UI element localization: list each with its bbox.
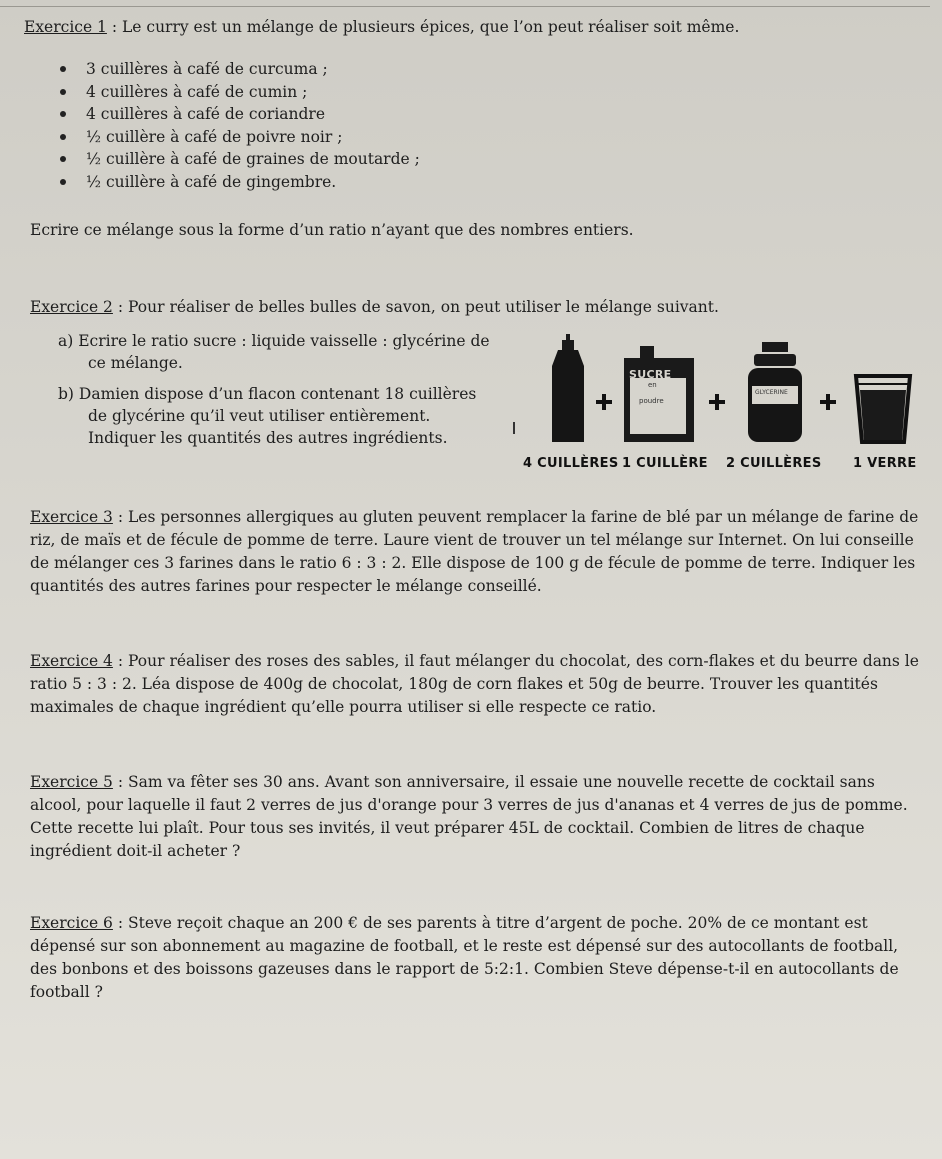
ex4-line-1: Exercice 4 : Pour réaliser des roses des sables, il faut mélanger du chocolat, des corn-flakes et du beurre dans le (30, 652, 919, 670)
bullet-icon (60, 179, 66, 185)
worksheet-page: Exercice 1 : Le curry est un mélange de plusieurs épices, que l’on peut réaliser soit même. 3 cuillères à café de curcuma ; 4 cuillères à café de cumin ; 4 cuillères à café de coriandre ½ cuillère à café de poivre noir ; ½ cuillère à café de graines de moutarde ; ½ cuillère à café de gingembre. Ecrire ce mélange sous la forme d’un ratio n’ayant que des nombres entiers. Exercice 2 : Pour réaliser de belles bulles de savon, on peut utiliser le mélange suivant. a) Ecrire le ratio sucre : liquide vaisselle : glycérine de ce mélange. b) Damien dispose d’un flacon contenant 18 cuillères de glycérine qu’il veut utiliser entièrement. Indiquer les quantités des autres ingrédients. SUCRE en poudre GLYCERINE 4 CUILLÈRES 1 CUILLÈRE 2 CUILLÈRES 1 VERRE Exercice 3 : Les personnes allergiques au gluten peuvent remplacer la farine de blé par un mélange de farine de riz, de maïs et de fécule de pomme de terre. Laure vient de trouver un tel mélange sur Internet. On lui conseille de mélanger ces 3 farines dans le ratio 6 : 3 : 2. Elle dispose de 100 g de fécule de pomme de terre. Indiquer les quantités des autres farines pour respecter le mélange conseillé. Exercice 4 : Pour réaliser des roses des sables, il faut mélanger du chocolat, des corn-flakes et du beurre dans le ratio 5 : 3 : 2. Léa dispose de 400g de chocolat, 180g de corn flakes et 50g de beurre. Trouver les quantités maximales de chaque ingrédient qu’elle pourra utiliser si elle respecte ce ratio. Exercice 5 : Sam va fêter ses 30 ans. Avant son anniversaire, il essaie une nouvelle recette de cocktail sans alcool, pour laquelle il faut 2 verres de jus d'orange pour 3 verres de jus d'ananas et 4 verres de jus de pomme. Cette recette lui plaît. Pour tous ses invités, il veut préparer 45L de cocktail. Combien de litres de chaque ingrédient doit-il acheter ? Exercice 6 : Steve reçoit chaque an 200 € de ses parents à titre d’argent de poche. 20% de ce montant est dépensé sur son abonnement au magazine de football, et le reste est dépensé sur des autocollants de football, des bonbons et des boissons gazeuses dans le rapport de 5:2:1. Combien Steve dépense-t-il en autocollants de football ? (0, 0, 942, 1159)
ex2-question-b-line3: Indiquer les quantités des autres ingrédients. (88, 429, 448, 447)
illustration-label-sugar: 1 CUILLÈRE (622, 456, 708, 471)
page-top-edge (0, 0, 930, 7)
ex3-line-1: Exercice 3 : Les personnes allergiques au gluten peuvent remplacer la farine de blé par un mélange de farine de (30, 508, 919, 526)
ex2-question-a-line2: ce mélange. (88, 354, 183, 372)
dish-soap-bottle-icon (514, 334, 584, 442)
sugar-box-en-word: en (648, 381, 657, 389)
ex5-label: Exercice 5 (30, 773, 113, 791)
ex1-heading (24, 16, 739, 38)
ex6-line-4: football ? (30, 983, 103, 1001)
ex6-label: Exercice 6 (30, 914, 113, 932)
ex5-line-1: Exercice 5 : Sam va fêter ses 30 ans. Avant son anniversaire, il essaie une nouvelle recette de cocktail sans (30, 773, 875, 791)
ex3-line-2: riz, de maïs et de fécule de pomme de terre. Laure vient de trouver un tel mélange sur Internet. On lui conseille (30, 531, 914, 549)
ex4-line-3: maximales de chaque ingrédient qu’elle pourra utiliser si elle respecte ce ratio. (30, 698, 657, 716)
ex5-line-3: Cette recette lui plaît. Pour tous ses invités, il veut préparer 45L de cocktail. Combien de litres de chaque (30, 819, 865, 837)
ex3-line-3: de mélanger ces 3 farines dans le ratio 6 : 3 : 2. Elle dispose de 100 g de fécule de pomme de terre. Indiquer les (30, 554, 916, 572)
illustration-label-water: 1 VERRE (853, 456, 917, 471)
plus-icon (709, 394, 725, 410)
glass-of-water-icon (856, 376, 910, 442)
ex6-line-1: Exercice 6 : Steve reçoit chaque an 200 € de ses parents à titre d’argent de poche. 20% de ce montant est (30, 914, 868, 932)
ex1-label: Exercice 1 (24, 18, 107, 36)
ex5-line-2: alcool, pour laquelle il faut 2 verres de jus d'orange pour 3 verres de jus d'ananas et 4 verres de jus de pomme. (30, 796, 908, 814)
ex2-ingredients-illustration (500, 332, 930, 454)
illustration-label-glycerine: 2 CUILLÈRES (726, 456, 822, 471)
sugar-box-word: SUCRE (629, 368, 672, 381)
sugar-box-poudre-word: poudre (639, 397, 664, 405)
ex1-intro: : Le curry est un mélange de plusieurs épices, que l’on peut réaliser soit même. (106, 18, 740, 36)
ex6-line-3: des bonbons et des boissons gazeuses dans le rapport de 5:2:1. Combien Steve dépense-t-il en autocollants de (30, 960, 899, 978)
ex2-question-a-line1: a) Ecrire le ratio sucre : liquide vaisselle : glycérine de (58, 332, 490, 350)
ex6-line-2: dépensé sur son abonnement au magazine de football, et le reste est dépensé sur des autocollants de football, (30, 937, 899, 955)
ex2-question-b-line1: b) Damien dispose d’un flacon contenant 18 cuillères (58, 385, 477, 403)
ex3-line-4: quantités des autres farines pour respecter le mélange conseillé. (30, 577, 542, 595)
bullet-icon (60, 156, 66, 162)
bullet-icon (60, 89, 66, 95)
plus-icon (596, 394, 612, 410)
ex5-line-4: ingrédient doit-il acheter ? (30, 842, 241, 860)
ex4-line-2: ratio 5 : 3 : 2. Léa dispose de 400g de chocolat, 180g de corn flakes et 50g de beurre. Trouver les quantités (30, 675, 878, 693)
bullet-icon (60, 134, 66, 140)
bullet-icon (60, 111, 66, 117)
bullet-icon (60, 66, 66, 72)
ex4-label: Exercice 4 (30, 652, 113, 670)
ex3-label: Exercice 3 (30, 508, 113, 526)
ex2-question-b-line2: de glycérine qu’il veut utiliser entièrement. (88, 407, 431, 425)
ex2-label: Exercice 2 (30, 298, 113, 316)
illustration-label-soap: 4 CUILLÈRES (523, 456, 619, 471)
ex1-question: Ecrire ce mélange sous la forme d’un ratio n’ayant que des nombres entiers. (30, 221, 634, 239)
ex2-heading (30, 296, 719, 318)
plus-icon (820, 394, 836, 410)
glycerine-label-word: GLYCERINE (755, 389, 788, 396)
sugar-box-icon (624, 346, 694, 442)
ex2-intro: : Pour réaliser de belles bulles de savon, on peut utiliser le mélange suivant. (112, 298, 719, 316)
